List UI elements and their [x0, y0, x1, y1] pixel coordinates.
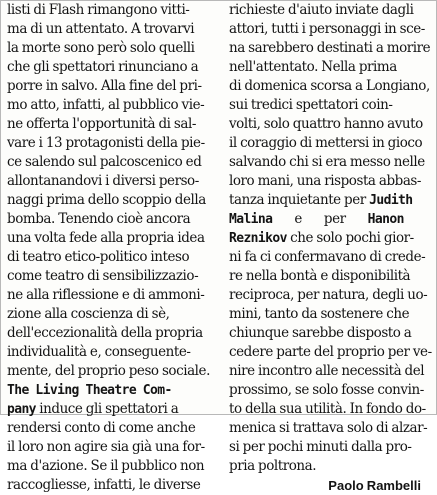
text-line: che gli spettatori rinunciano a [7, 59, 199, 75]
text-line: il coraggio di mettersi in gioco [229, 135, 423, 151]
text-line: volti, solo quattro hanno avuto [229, 116, 423, 132]
text-run: tanza inquietante per [229, 192, 366, 208]
text-line: come teatro di sensibilizzazio- [7, 268, 199, 284]
text-line: loro mani, una risposta abbas- [229, 173, 422, 189]
text-line: bomba. Tenendo cioè ancora [7, 211, 191, 227]
text-run: che solo pochi gior- [286, 230, 414, 246]
author-name-hanon: Hanon [367, 212, 404, 227]
text-line: dell'eccezionalità della propria [7, 325, 203, 341]
text-line [229, 229, 431, 248]
text-line: attori, tutti i personaggi in sce- [229, 21, 425, 37]
text-line: raccogliesse, infatti, le diverse [7, 477, 201, 493]
text-line: listi di Flash rimangono vitti- [7, 2, 190, 18]
text-line [229, 210, 431, 229]
text-line: salvando chi si era messo nelle [229, 154, 425, 170]
text-line: di domenica scorsa a Longiano, [229, 78, 430, 94]
text-run: induce gli spettatori a [35, 401, 179, 417]
text-line: nell'attentato. Nella prima [229, 59, 397, 75]
text-line: mo atto, infatti, al pubblico vie- [7, 97, 205, 113]
text-line [229, 191, 431, 210]
text-line: una volta fede alla propria idea [7, 230, 205, 246]
text-line: na sarebbero destinati a morire [229, 40, 431, 56]
text-line: si per pochi minuti dalla pro- [229, 439, 412, 455]
text-line: ma di un attentato. A trovarvi [7, 21, 195, 37]
text-line: rendersi conto di come anche [7, 420, 196, 436]
text-line: re nella bontà e disponibilità [229, 268, 411, 284]
text-line: mente, del proprio peso sociale. [7, 363, 210, 379]
text-line [7, 400, 219, 419]
text-line: la morte sono però solo quelli [7, 40, 195, 56]
text-line: prossimo, se solo fosse convin- [229, 382, 424, 398]
text-line: richieste d'aiuto inviate dagli [229, 2, 414, 18]
text-line: to della sua utilità. In fondo do- [229, 401, 426, 417]
company-name-cont: pany [7, 402, 36, 417]
text-line: vare i 13 protagonisti della pie- [7, 135, 205, 151]
text-line: sui tredici spettatori coin- [229, 97, 393, 113]
text-line: naggi prima dello scoppio della [7, 192, 206, 208]
text-line: il loro non agire sia già una for- [7, 439, 205, 455]
text-line: ne offerta l'opportunità di sal- [7, 116, 196, 132]
text-line: ma d'azione. Se il pubblico non [7, 458, 205, 474]
text-line: ne alla riflessione e di ammoni- [7, 287, 205, 303]
author-name-reznikov: Reznikov [229, 231, 287, 246]
article-left-column [7, 1, 219, 495]
text-line: individualità e, conseguente- [7, 344, 191, 360]
text-run: per [323, 211, 346, 227]
text-line: porre in salvo. Alla fine del pri- [7, 78, 202, 94]
author-name-judith: Judith [369, 193, 413, 208]
company-name: The Living Theatre Com- [7, 383, 172, 398]
text-run: e [294, 211, 302, 227]
author-signature: Paolo Rambelli [328, 478, 421, 493]
text-line: reciproca, per natura, degli uo- [229, 287, 428, 303]
text-line: nire incontro alle necessità del [229, 363, 425, 379]
text-line: allontanandovi i diversi perso- [7, 173, 199, 189]
text-line: zione alla coscienza di sè, [7, 306, 170, 322]
author-name-malina: Malina [229, 212, 273, 227]
text-line: chiunque sarebbe disposto a [229, 325, 412, 341]
text-line: ni fa ci confermavano di crede- [229, 249, 426, 265]
text-line: menica si trattava solo di alzar- [229, 420, 428, 436]
text-line: ce salendo sul palcoscenico ed [7, 154, 202, 170]
text-line: di teatro etico-politico inteso [7, 249, 190, 265]
article-right-column [229, 1, 431, 495]
text-line: cedere parte del proprio per ve- [229, 344, 432, 360]
text-line: pria poltrona. [229, 458, 317, 474]
text-line: mini, tanto da sostenere che [229, 306, 410, 322]
